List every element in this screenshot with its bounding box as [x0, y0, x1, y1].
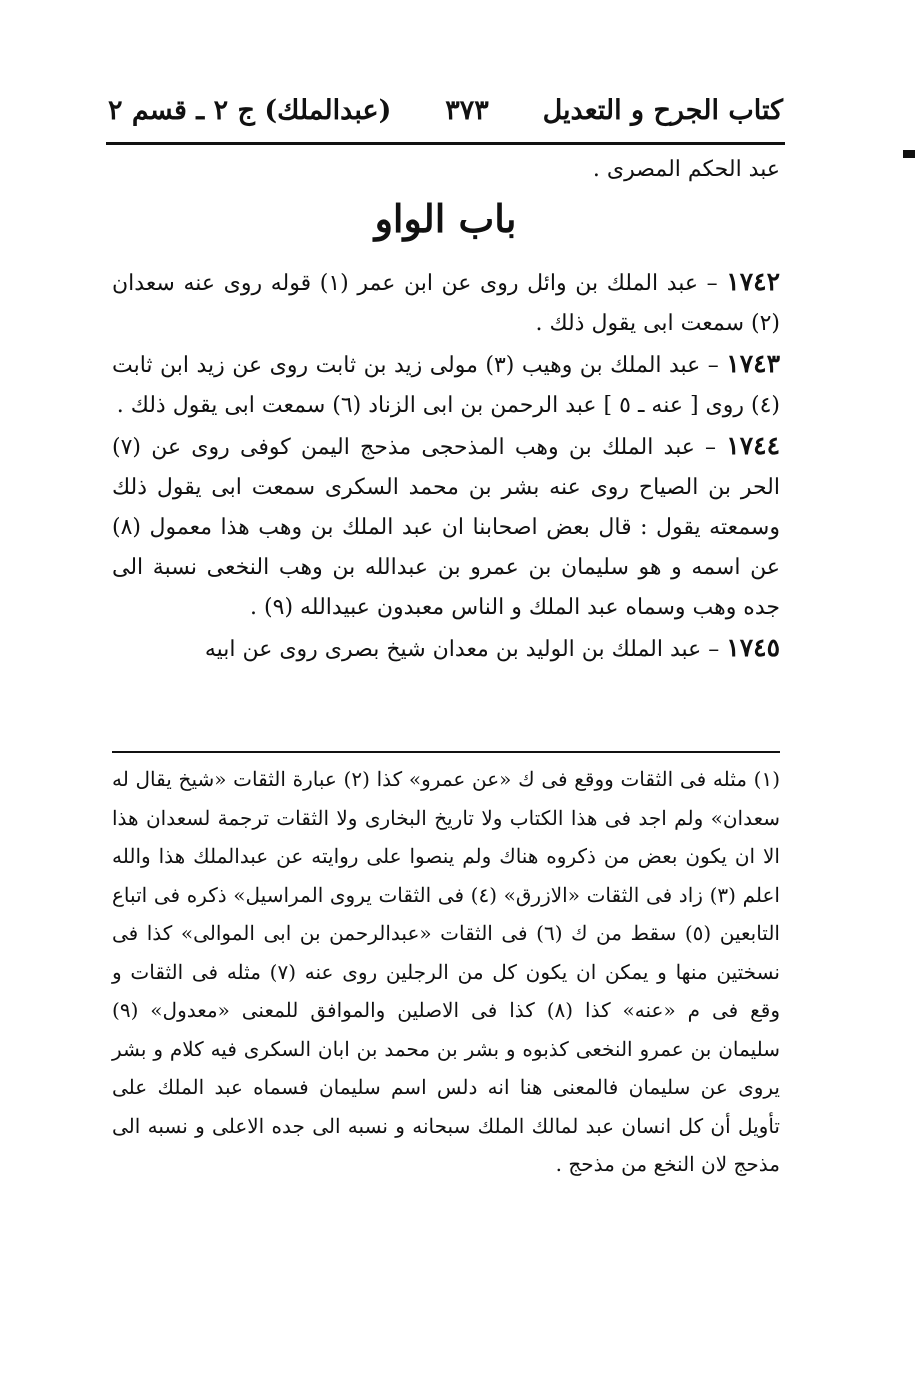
section-title: باب الواو	[374, 196, 517, 241]
entry-1744	[112, 426, 780, 628]
entry-1745	[112, 628, 780, 670]
entry-text: – عبد الملك بن الوليد بن معدان شيخ بصرى روى عن ابيه	[204, 637, 720, 662]
entry-number: ١٧٤٢	[726, 267, 780, 296]
header-book-title: كتاب الجرح و التعديل	[542, 94, 783, 126]
entry-text: – عبد الملك بن وائل روى عن ابن عمر (١) قوله روى عنه سعدان (٢) سمعت ابى يقول ذلك .	[112, 271, 780, 336]
footnote-rule	[112, 751, 780, 753]
header-rule	[106, 142, 785, 145]
entry-1742	[112, 262, 780, 344]
entry-1743	[112, 344, 780, 426]
main-text	[112, 150, 780, 670]
header-section-ref: (عبدالملك) ج ٢ ـ قسم ٢	[108, 94, 392, 126]
entry-number: ١٧٤٣	[726, 349, 780, 378]
entry-number: ١٧٤٤	[726, 431, 780, 460]
scan-edge-mark	[903, 150, 915, 158]
continuation-line: عبد الحكم المصرى .	[592, 157, 780, 182]
footnotes	[112, 760, 780, 1184]
header-page-number: ٣٧٣	[445, 94, 489, 126]
running-header	[108, 86, 783, 134]
entry-text: – عبد الملك بن وهيب (٣) مولى زيد بن ثابت روى عن زيد ابن ثابت (٤) روى [ عنه ـ ٥ ] عبد الرحمن بن ابى الزناد (٦) سمعت ابى يقول ذلك .	[112, 353, 780, 418]
footnote-text: (١) مثله فى الثقات ووقع فى ك «عن عمرو» كذا (٢) عبارة الثقات «شيخ يقال له سعدان» ولم اجد فى هذا الكتاب ولا تاريخ البخارى ولا الثقات ترجمة لسعدان هذا الا ان يكون بعض من ذكروه هناك ولم ينصوا على روايته عن عبدالملك هذا والله اعلم (٣) زاد فى الثقات «الازرق» (٤) فى الثقات يروى المراسيل» ذكره فى اتباع التابعين (٥) سقط من ك (٦) فى الثقات «عبدالرحمن بن ابى الموالى» كذا فى نسختين منها و يمكن ان يكون كل من الرجلين روى عنه (٧) مثله فى الثقات و وقع فى م «عنه» كذا (٨) كذا فى الاصلين والموافق للمعنى «معدول» (٩) سليمان بن عمرو النخعى كذبوه و بشر بن محمد بن ابان السكرى فيه كلام و بشر يروى عن سليمان فالمعنى هنا انه دلس اسم سليمان فسماه عبد الملك على تأويل أن كل انسان عبد لمالك الملك سبحانه و نسبه الى جده الاعلى و نسبه الى مذحج لان النخع من مذحج .	[112, 767, 781, 1176]
entry-number: ١٧٤٥	[726, 633, 780, 662]
entry-text: – عبد الملك بن وهب المذحجى مذحج اليمن كوفى روى عن (٧) الحر بن الصياح روى عنه بشر بن محمد السكرى سمعت ابى يقول ذلك وسمعته يقول : قال بعض اصحابنا ان عبد الملك بن وهب هذا معمول (٨) عن اسمه و هو سليمان بن عمرو بن عبدالله بن وهب النخعى نسبة الى جده وهب وسماه عبد الملك و الناس معبدون عبيدالله (٩) .	[112, 435, 780, 620]
